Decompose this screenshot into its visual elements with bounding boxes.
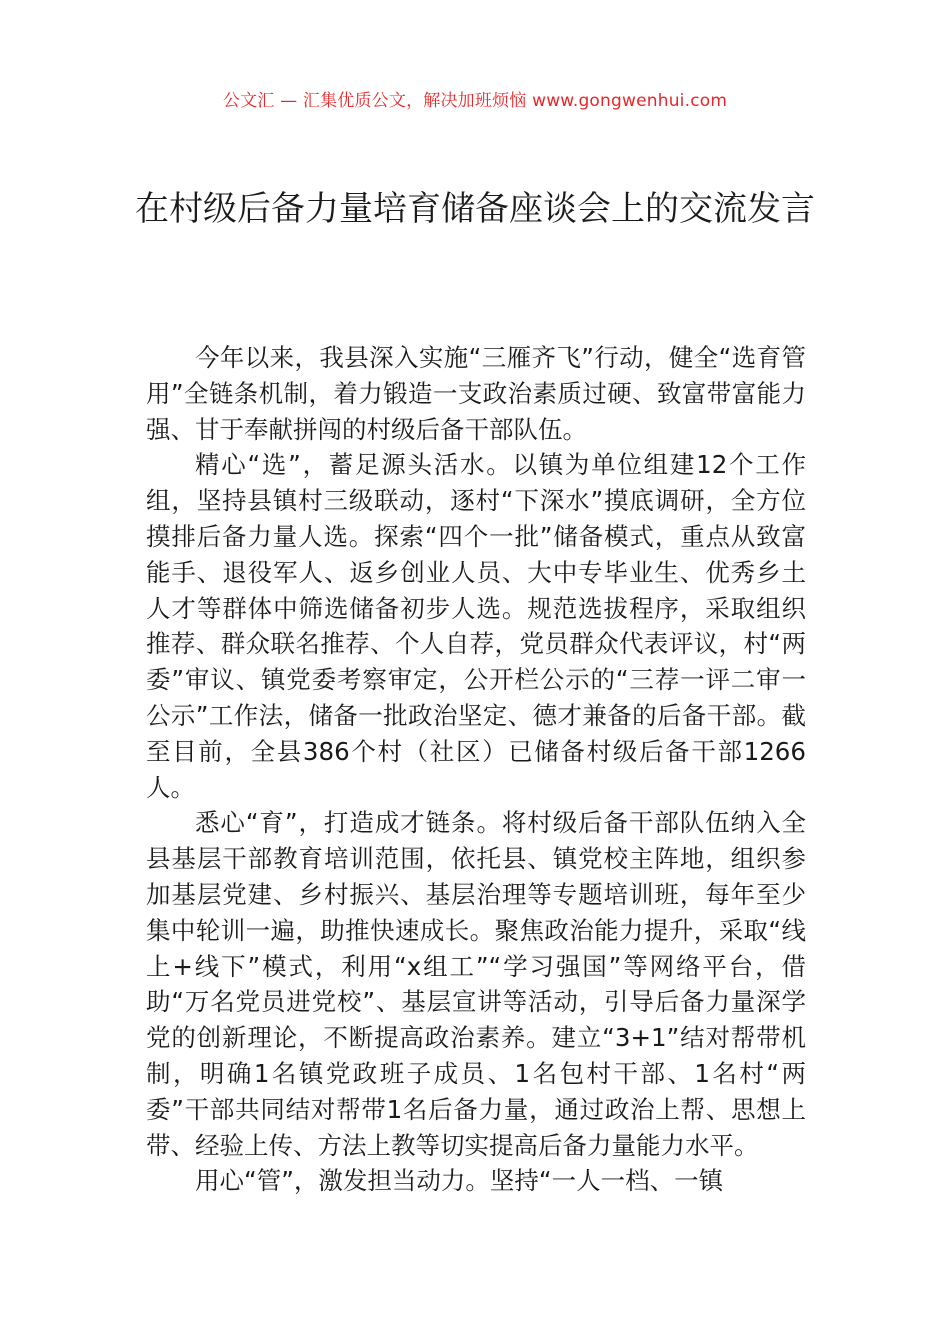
paragraph-intro: 今年以来，我县深入实施“三雁齐飞”行动，健全“选育管用”全链条机制，着力锻造一支政治素质过硬、致富带富能力强、甘于奉献拼闯的村级后备干部队伍。 (146, 343, 806, 444)
paragraph-cultivate: 悉心“育”，打造成才链条。将村级后备干部队伍纳入全县基层干部教育培训范围，依托县、镇党校主阵地，组织参加基层党建、乡村振兴、基层治理等专题培训班，每年至少集中轮训一遍，助推快速成长。聚焦政治能力提升，采取“线上+线下”模式，利用“x组工”“学习强国”等网络平台，借助“万名党员进党校”、基层宣讲等活动，引导后备力量深学党的创新理论，不断提高政治素养。建立“3+1”结对帮带机制，明确1名镇党政班子成员、1名包村干部、1名村“两委”干部共同结对帮带1名后备力量，通过政治上帮、思想上带、经验上传、方法上教等切实提高后备力量能力水平。 (146, 808, 807, 1160)
header-banner: 公文汇 — 汇集优质公文，解决加班烦恼 www.gongwenhui.com (222, 91, 728, 111)
document-body (146, 340, 806, 1199)
paragraph-manage: 用心“管”，激发担当动力。坚持“一人一档、一镇 (195, 1166, 724, 1196)
document-title: 在村级后备力量培育储备座谈会上的交流发言 (135, 189, 815, 229)
paragraph-select: 精心“选”，蓄足源头活水。以镇为单位组建12个工作组，坚持县镇村三级联动，逐村“下深水”摸底调研，全方位摸排后备力量人选。探索“四个一批”储备模式，重点从致富能手、退役军人、返乡创业人员、大中专毕业生、优秀乡土人才等群体中筛选储备初步人选。规范选拔程序，采取组织推荐、群众联名推荐、个人自荐，党员群众代表评议，村“两委”审议、镇党委考察审定，公开栏公示的“三荐一评二审一公示”工作法，储备一批政治坚定、德才兼备的后备干部。截至目前，全县386个村（社区）已储备村级后备干部1266人。 (146, 450, 806, 802)
